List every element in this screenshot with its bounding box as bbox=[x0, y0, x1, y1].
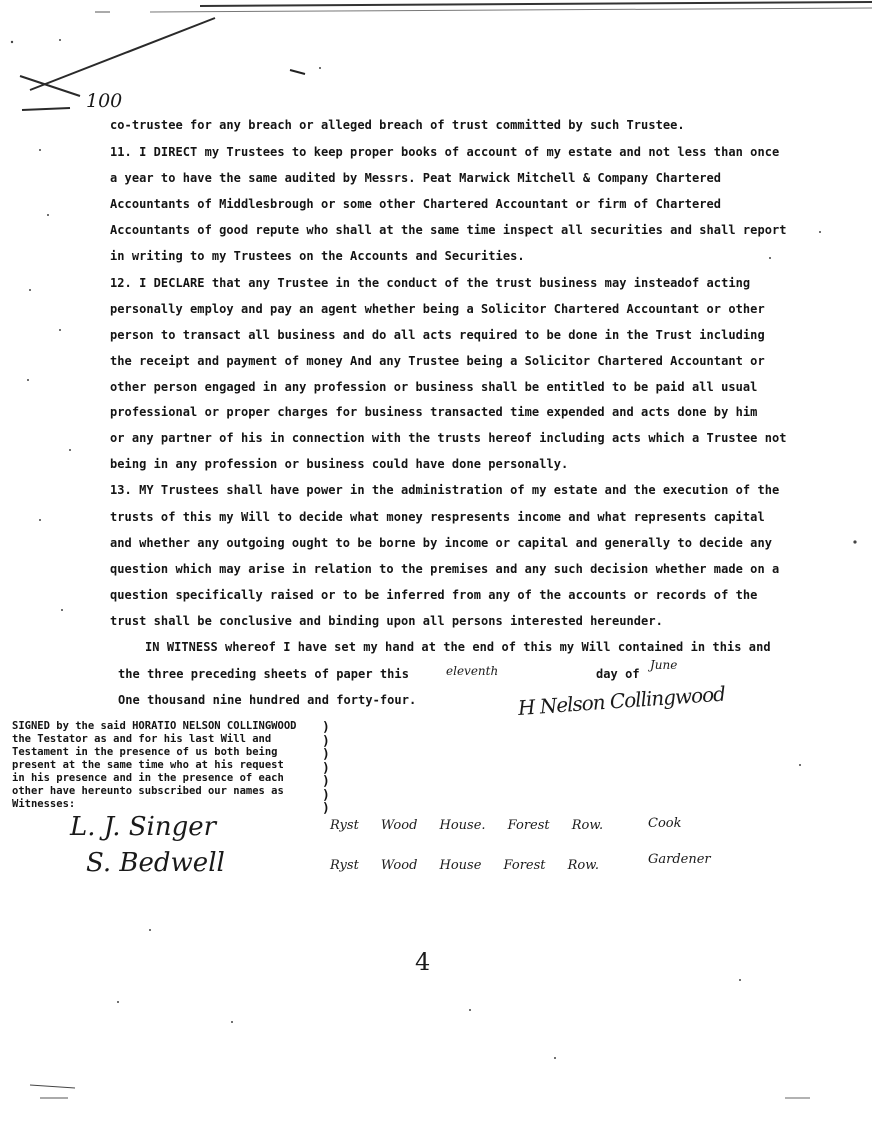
body-line: personally employ and pay an agent whether being a Solicitor Chartered Accountant or other bbox=[110, 302, 765, 316]
witness-day-of: day of bbox=[596, 667, 640, 681]
witness-occupation: Gardener bbox=[648, 852, 711, 867]
body-line: and whether any outgoing ought to be borne by income or capital and generally to decide any bbox=[110, 536, 772, 550]
attestation-line: the Testator as and for his last Will and bbox=[12, 733, 272, 745]
attestation-line: Witnesses: bbox=[12, 798, 76, 810]
body-line: a year to have the same audited by Messrs. Peat Marwick Mitchell & Company Chartered bbox=[110, 171, 722, 185]
witness-line-2: the three preceding sheets of paper this bbox=[118, 667, 409, 681]
attestation-line: Testament in the presence of us both being bbox=[12, 746, 278, 758]
body-line: 12. I DECLARE that any Trustee in the conduct of the trust business may insteadof acting bbox=[110, 276, 751, 290]
attestation-line: other have hereunto subscribed our names as bbox=[12, 785, 284, 797]
attestation-line: in his presence and in the presence of each bbox=[12, 772, 284, 784]
page-number: 4 bbox=[415, 948, 431, 976]
witness-signature: L. J. Singer bbox=[70, 812, 217, 842]
page-mark: 100 bbox=[86, 90, 123, 112]
handwritten-month: June bbox=[650, 658, 678, 672]
body-line: 13. MY Trustees shall have power in the administration of my estate and the execution of the bbox=[110, 483, 780, 497]
body-line: other person engaged in any profession or business shall be entitled to be paid all usual bbox=[110, 380, 758, 394]
attestation-line: present at the same time who at his request bbox=[12, 759, 284, 771]
body-line: co-trustee for any breach or alleged breach of trust committed by such Trustee. bbox=[110, 118, 685, 132]
witness-signature: S. Bedwell bbox=[86, 848, 225, 878]
body-line: person to transact all business and do all acts required to be done in the Trust including bbox=[110, 328, 765, 342]
witness-address: Ryst Wood House Forest Row. bbox=[330, 858, 599, 873]
body-line: the receipt and payment of money And any Trustee being a Solicitor Chartered Accountant or bbox=[110, 354, 765, 368]
body-line: Accountants of Middlesbrough or some other Chartered Accountant or firm of Chartered bbox=[110, 197, 722, 211]
attestation-line: SIGNED by the said HORATIO NELSON COLLINGWOOD bbox=[12, 720, 297, 732]
handwritten-day: eleventh bbox=[446, 664, 499, 678]
witness-occupation: Cook bbox=[648, 816, 682, 831]
attestation-bracket: ) ) ) ) ) ) ) bbox=[322, 720, 330, 816]
body-line: or any partner of his in connection with the trusts hereof including acts which a Trustee not bbox=[110, 431, 787, 445]
body-line: Accountants of good repute who shall at the same time inspect all securities and shall report bbox=[110, 223, 787, 237]
body-line: trust shall be conclusive and binding upon all persons interested hereunder. bbox=[110, 614, 663, 628]
body-line: in writing to my Trustees on the Accounts and Securities. bbox=[110, 249, 525, 263]
body-line: professional or proper charges for business transacted time expended and acts done by him bbox=[110, 405, 758, 419]
body-line: being in any profession or business could have done personally. bbox=[110, 457, 569, 471]
witness-address: Ryst Wood House. Forest Row. bbox=[330, 818, 604, 833]
body-line: 11. I DIRECT my Trustees to keep proper books of account of my estate and not less than once bbox=[110, 145, 780, 159]
witness-line-1: IN WITNESS whereof I have set my hand at the end of this my Will contained in this and bbox=[145, 640, 771, 654]
body-line: question specifically raised or to be inferred from any of the accounts or records of the bbox=[110, 588, 758, 602]
witness-line-3: One thousand nine hundred and forty-four. bbox=[118, 693, 417, 707]
body-line: question which may arise in relation to the premises and any such decision whether made on a bbox=[110, 562, 780, 576]
testator-signature: H Nelson Collingwood bbox=[517, 681, 726, 720]
body-line: trusts of this my Will to decide what money respresents income and what represents capital bbox=[110, 510, 765, 524]
